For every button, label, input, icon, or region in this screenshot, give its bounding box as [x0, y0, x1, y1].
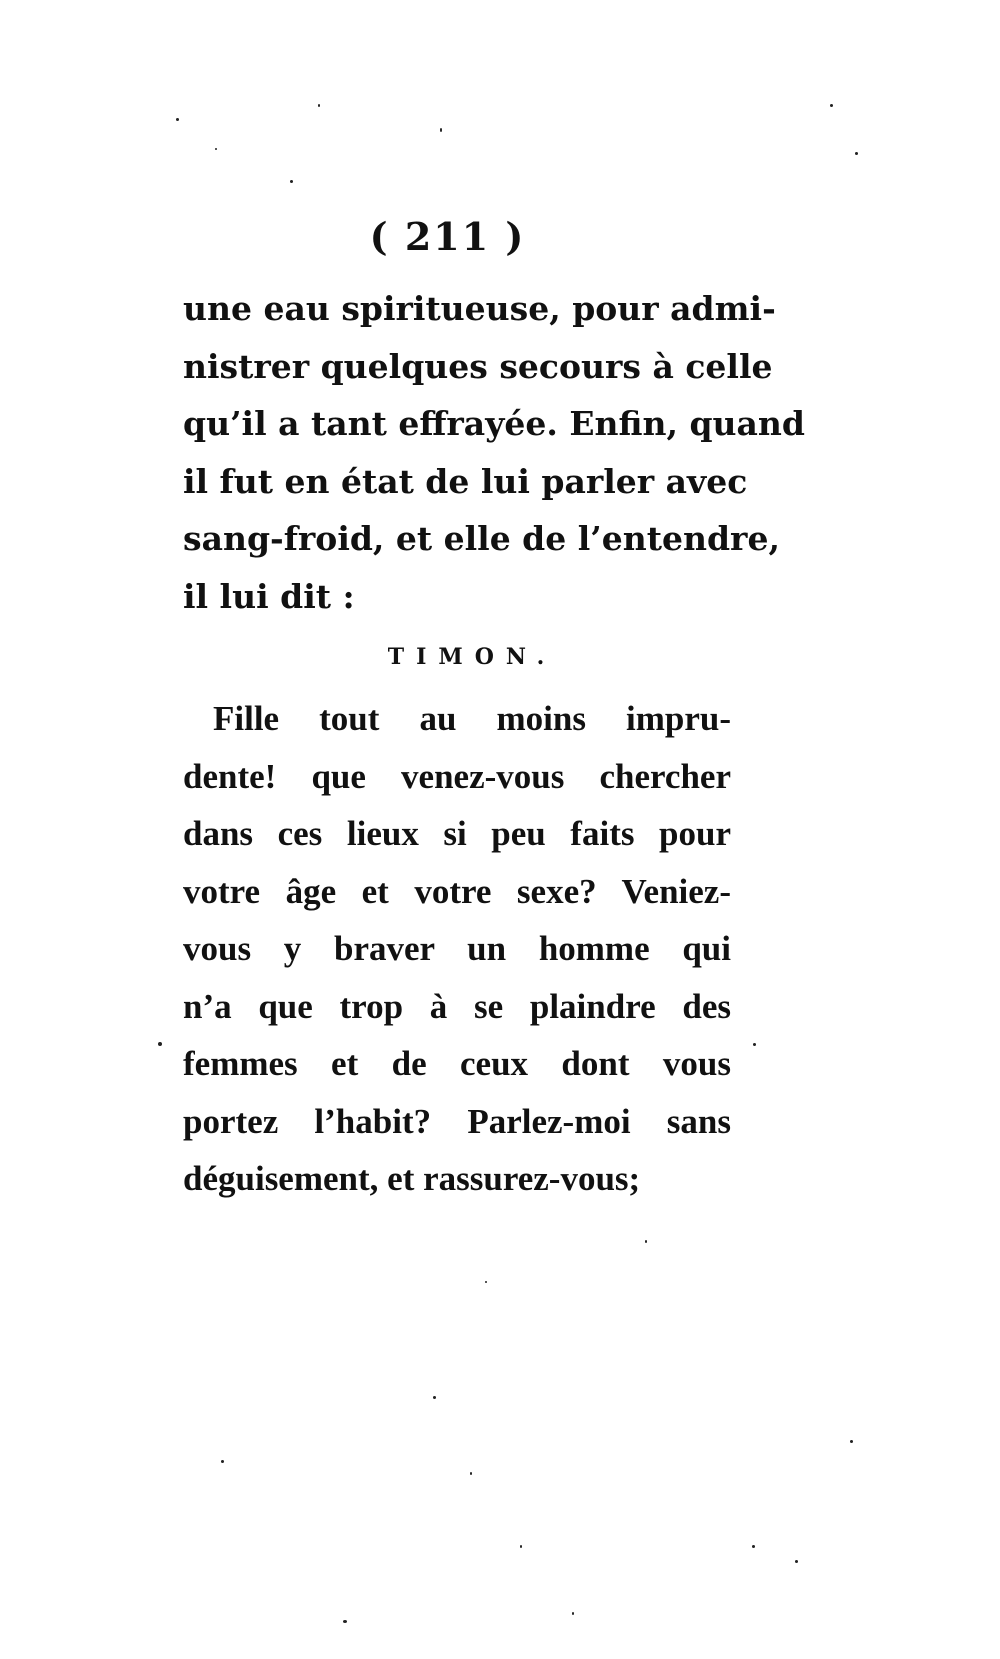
text-line: vous y braver un homme qui	[183, 929, 731, 968]
scan-speck	[795, 1560, 798, 1563]
text-line: portez l’habit? Parlez-moi sans	[183, 1101, 731, 1141]
scan-speck	[440, 128, 442, 132]
scan-speck	[830, 104, 833, 107]
scan-speck	[752, 1545, 755, 1548]
page-number: ( 211 )	[369, 214, 526, 259]
scan-speck	[520, 1545, 522, 1548]
text-line: n’a que trop à se plaindre des	[183, 986, 731, 1026]
text-line: votre âge et votre sexe? Veniez-	[183, 871, 731, 911]
text-line: dans ces lieux si peu faits pour	[183, 814, 731, 853]
text-line: une eau spiritueuse, pour admi-	[183, 289, 776, 328]
scan-speck	[470, 1472, 472, 1475]
scan-speck	[645, 1240, 647, 1243]
scan-speck	[158, 1042, 162, 1046]
text-line: femmes et de ceux dont vous	[183, 1044, 731, 1083]
text-line: qu’il a tant effrayée. Enfin, quand	[183, 404, 805, 443]
scan-speck	[485, 1281, 487, 1283]
scan-speck	[850, 1440, 853, 1443]
text-line: Fille tout au moins impru-	[213, 699, 731, 738]
speaker-heading: TIMON.	[387, 644, 557, 670]
scan-speck	[221, 1460, 224, 1463]
text-line: dente! que venez-vous chercher	[183, 756, 731, 796]
narrative-paragraph	[183, 280, 805, 625]
scan-speck	[176, 118, 179, 121]
scan-speck	[215, 148, 217, 150]
page-text	[183, 280, 805, 1208]
scan-speck	[343, 1620, 347, 1623]
scan-speck	[753, 1043, 756, 1046]
scan-speck	[855, 152, 858, 155]
scan-speck	[290, 180, 293, 183]
speech-paragraph	[183, 690, 731, 1208]
scan-speck	[433, 1396, 436, 1399]
scan-speck	[318, 104, 320, 107]
text-line: sang-froid, et elle de l’entendre,	[183, 519, 780, 558]
text-line: déguisement, et rassurez-vous;	[183, 1159, 641, 1198]
text-line: nistrer quelques secours à celle	[183, 346, 773, 386]
scan-speck	[572, 1612, 574, 1615]
text-line: il fut en état de lui parler avec	[183, 461, 748, 501]
text-line: il lui dit :	[183, 576, 355, 616]
